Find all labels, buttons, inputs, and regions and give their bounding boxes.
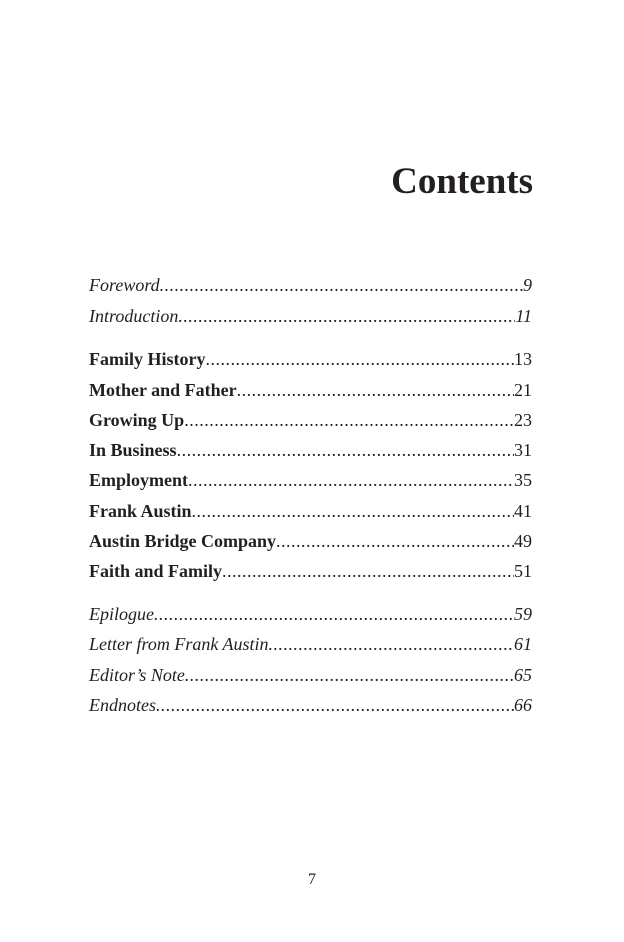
dot-leader [269,633,515,655]
toc-entry [89,560,532,582]
toc-entry-page: 9 [523,275,532,295]
toc-entry [89,603,532,625]
dot-leader [184,409,514,431]
toc-entry [89,409,532,431]
toc-entry-title: Family History [89,349,206,369]
toc-entry [89,348,532,370]
dot-leader [237,379,514,401]
toc-entry-title: Endnotes [89,695,156,715]
toc-entry [89,664,532,686]
toc-entry [89,469,532,491]
toc-entry-page: 31 [514,440,532,460]
toc-entry-page: 23 [514,410,532,430]
toc-entry-page: 59 [514,604,532,624]
toc-entry-page: 49 [514,531,532,551]
dot-leader [156,694,514,716]
toc-entry [89,379,532,401]
dot-leader [205,348,514,370]
toc-entry-title: Faith and Family [89,561,223,581]
toc-entry [89,530,532,552]
dot-leader [160,274,523,296]
dot-leader [188,469,514,491]
toc-entry-page: 61 [514,634,532,654]
toc-entry [89,274,532,296]
dot-leader [276,530,514,552]
dot-leader [177,439,514,461]
dot-leader [154,603,514,625]
toc-entry-title: Foreword [89,275,160,295]
toc-entry-page: 41 [514,501,532,521]
dot-leader [222,560,514,582]
toc-entry [89,439,532,461]
toc-entry [89,305,532,327]
toc-entry-title: Employment [89,470,188,490]
toc-entry [89,500,532,522]
toc-entry-title: Austin Bridge Company [89,531,277,551]
toc-entry-page: 13 [514,349,532,369]
toc-entry-title: In Business [89,440,177,460]
toc-entry-page: 66 [514,695,532,715]
dot-leader [185,664,514,686]
page-number: 7 [308,871,316,888]
toc-entry-title: Epilogue [89,604,154,624]
toc-entry-title: Editor’s Note [89,665,185,685]
toc-entry-title: Introduction [89,306,179,326]
toc-entry-page: 51 [514,561,532,581]
toc-entry-title: Mother and Father [89,380,237,400]
toc-entry-title: Growing Up [89,410,185,430]
dot-leader [192,500,514,522]
toc-entry [89,633,532,655]
toc-entry-page: 65 [514,665,532,685]
toc-entry-page: 11 [515,306,532,326]
toc-entry-page: 21 [514,380,532,400]
toc-entry-title: Frank Austin [89,501,192,521]
toc-entry-title: Letter from Frank Austin [89,634,269,654]
toc-entry [89,694,532,716]
toc-entry-page: 35 [514,470,532,490]
page-title: Contents [391,161,533,202]
dot-leader [178,305,515,327]
